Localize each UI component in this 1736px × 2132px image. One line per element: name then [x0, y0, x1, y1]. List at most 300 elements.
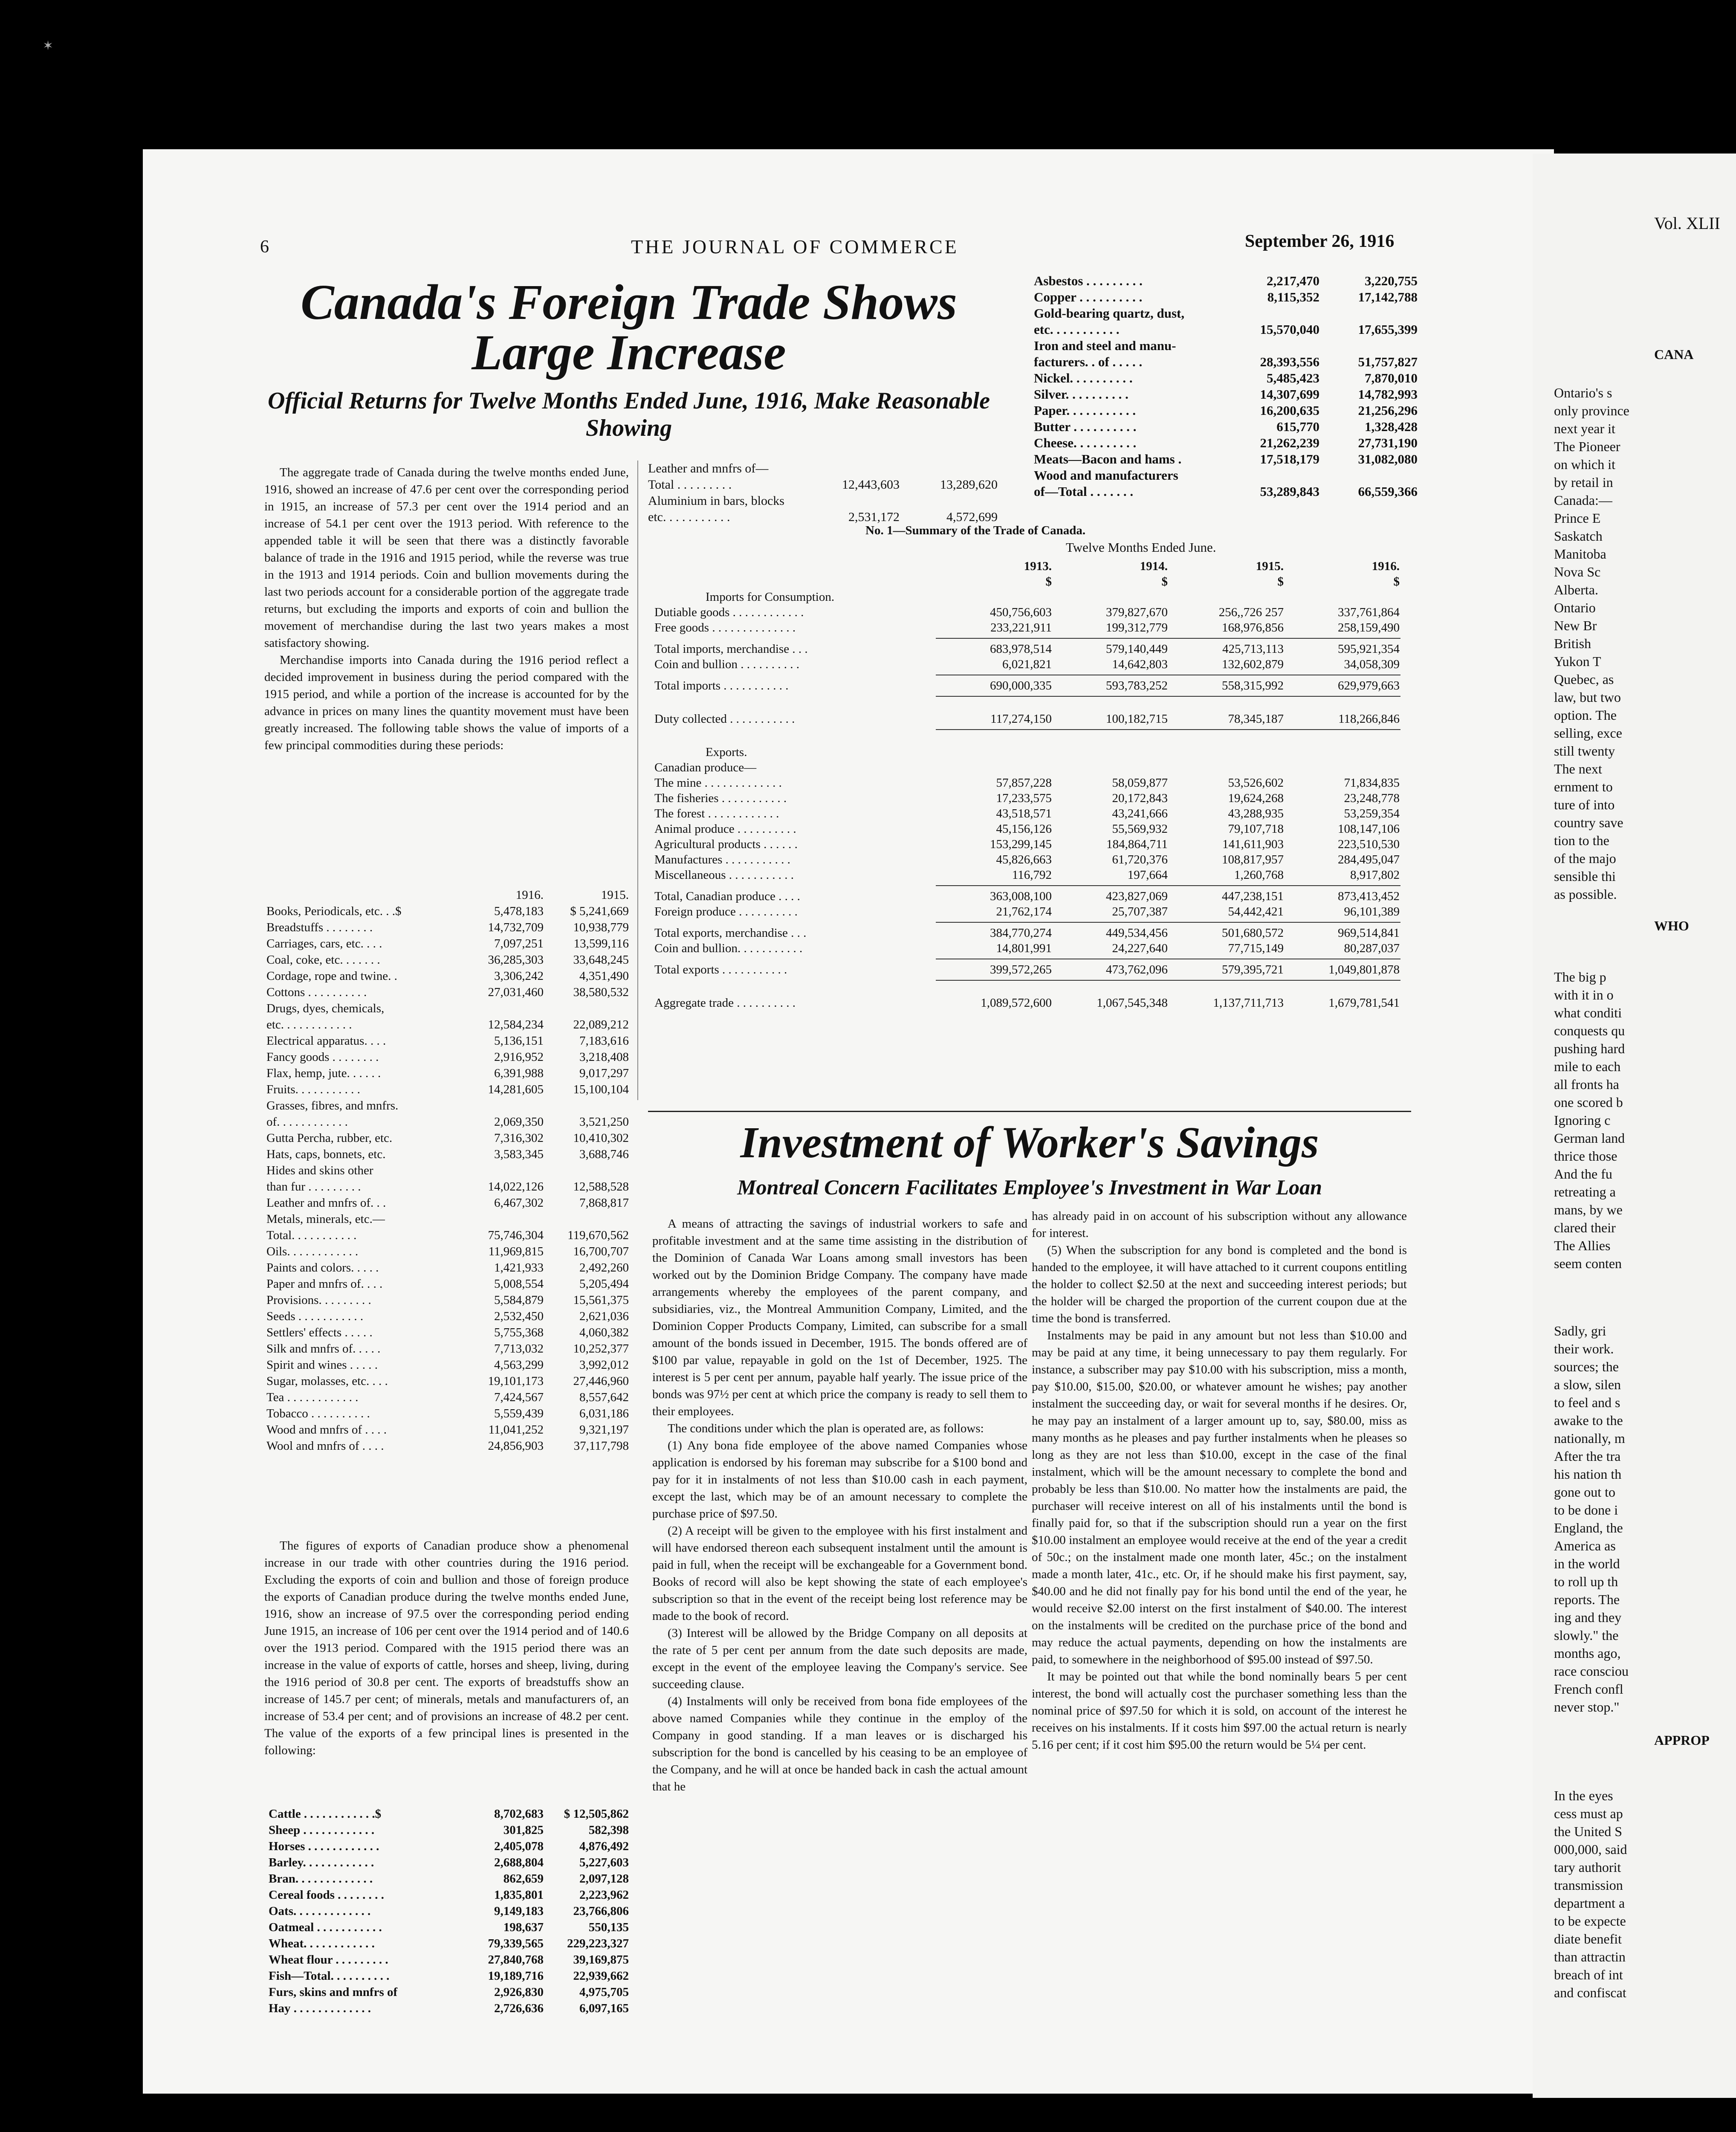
adjacent-page-line: tary authorit — [1554, 1860, 1621, 1875]
row-value: 683,978,514 — [990, 642, 1052, 656]
adjacent-page-line: CANA — [1654, 347, 1694, 362]
table-row — [266, 1422, 629, 1438]
row-label: Tea . . . . . . . . . . . . — [266, 1390, 359, 1404]
row-value: 16,700,707 — [573, 1245, 629, 1258]
row-value: 198,637 — [503, 1921, 544, 1934]
table-header — [654, 574, 1400, 589]
row-value: 12,443,603 — [842, 478, 900, 492]
row-label: Total exports, merchandise . . . — [654, 926, 807, 940]
row-value: 1,679,781,541 — [1328, 996, 1400, 1010]
row-value: 2,492,260 — [579, 1261, 629, 1275]
adjacent-page-line: The next — [1554, 761, 1602, 776]
row-label: Gold-bearing quartz, dust, — [1034, 306, 1185, 321]
table-row — [269, 1854, 629, 1871]
row-label: Coin and bullion. . . . . . . . . . . — [654, 941, 803, 955]
row-label: Drugs, dyes, chemicals, — [266, 1002, 385, 1015]
row-value: 473,762,096 — [1106, 963, 1168, 976]
adjacent-page-line: his nation th — [1554, 1466, 1622, 1482]
row-value: 447,238,151 — [1222, 889, 1284, 903]
row-value: 55,569,932 — [1112, 822, 1168, 836]
table-row — [266, 1227, 629, 1243]
table-row — [654, 925, 1400, 941]
row-value: 53,526,602 — [1228, 776, 1284, 790]
table-rule — [936, 638, 1400, 639]
table-row — [1034, 403, 1418, 419]
table-row — [654, 904, 1400, 919]
adjacent-page-line: Alberta. — [1554, 582, 1598, 597]
row-label: Asbestos . . . . . . . . . — [1034, 273, 1143, 288]
table-gap — [654, 699, 1400, 711]
table-row — [654, 867, 1400, 883]
article-subhead: Official Returns for Twelve Months Ended June, 1916, Make Reasonable Showing — [267, 388, 990, 441]
row-label: Foreign produce . . . . . . . . . . — [654, 905, 798, 918]
adjacent-page-line: Quebec, as — [1554, 672, 1614, 687]
table-row — [654, 941, 1400, 956]
row-value: 4,876,492 — [579, 1839, 629, 1853]
row-value: 132,602,879 — [1222, 658, 1284, 671]
table-row — [1034, 305, 1418, 322]
row-label: Paper and mnfrs of. . . . — [266, 1277, 383, 1291]
article-headline-2: Investment of Worker's Savings — [740, 1118, 1319, 1167]
table-row — [266, 1211, 629, 1227]
table-row — [266, 1049, 629, 1065]
paragraph: (2) A receipt will be given to the employee with his first instalment and will have endorsed thereon each subsequent instalment until the amount is paid in full, when the receipt will be exchangeable for a Government bond. Books of record will also be kept showing the state of each employee's subscription so that in the event of the receipt being lost reference may be made to the book of record. — [652, 1524, 1027, 1623]
row-value: 615,770 — [1276, 419, 1319, 434]
section-label: Imports for Consumption. — [706, 590, 835, 604]
row-label: Total exports . . . . . . . . . . . — [654, 963, 787, 976]
row-label: Wood and mnfrs of . . . . — [266, 1423, 387, 1437]
row-label: Flax, hemp, jute. . . . . . — [266, 1066, 381, 1080]
row-value: 3,992,012 — [579, 1358, 629, 1372]
table-row — [654, 605, 1400, 620]
header-spacer — [654, 574, 936, 589]
row-value: 15,570,040 — [1260, 322, 1319, 337]
row-value: 14,642,803 — [1112, 658, 1168, 671]
table-row — [269, 1952, 629, 1968]
table-row — [266, 1098, 629, 1114]
row-value: 15,100,104 — [573, 1083, 629, 1096]
row-value: 2,097,128 — [579, 1872, 629, 1886]
summary-title: No. 1—Summary of the Trade of Canada. — [865, 524, 1086, 537]
row-value: 337,761,864 — [1338, 605, 1400, 619]
adjacent-page-line: all fronts ha — [1554, 1077, 1619, 1092]
row-value: 4,351,490 — [579, 969, 629, 983]
table-row — [654, 760, 1400, 775]
row-value: 14,782,993 — [1358, 387, 1418, 402]
table-row — [269, 1871, 629, 1887]
row-value: 2,532,450 — [494, 1309, 544, 1323]
table-row — [654, 889, 1400, 904]
adjacent-page-line: to be done i — [1554, 1502, 1618, 1518]
row-value: 14,732,709 — [488, 921, 544, 934]
row-value: 61,720,376 — [1112, 853, 1168, 866]
table-row — [266, 919, 629, 936]
adjacent-page-line: In the eyes — [1554, 1788, 1613, 1803]
adjacent-page-line: APPROP — [1654, 1732, 1710, 1748]
table-row — [266, 936, 629, 952]
table-row — [269, 1887, 629, 1903]
header-spacer — [654, 559, 936, 574]
row-value — [1319, 467, 1418, 484]
adjacent-page-line: awake to the — [1554, 1413, 1623, 1428]
adjacent-page-line: to be expecte — [1554, 1913, 1626, 1929]
row-value: 363,008,100 — [990, 889, 1052, 903]
row-label: Total imports, merchandise . . . — [654, 642, 808, 656]
row-value: 862,659 — [503, 1872, 544, 1886]
table-row — [654, 962, 1400, 977]
row-value — [801, 461, 900, 477]
adjacent-page-line: still twenty — [1554, 743, 1615, 759]
row-value — [900, 493, 998, 509]
adjacent-page-line: America as — [1554, 1538, 1616, 1553]
row-value: 579,395,721 — [1222, 963, 1284, 976]
paragraph: (5) When the subscription for any bond is completed and the bond is handed to the employee, it will have attached to it current coupons entitling the holder to collect $2.50 at the next and succeeding interest periods; but the holder will be charged the proportion of the current coupon due at the time the bond is transferred. — [1032, 1243, 1407, 1325]
row-value: 141,611,903 — [1222, 837, 1284, 851]
article2-column-2 — [1032, 1208, 1407, 1753]
paragraph: (4) Instalments will only be received from bona fide employees of the above named Companies while they continue in the employ of the Company in good standing. If a man leaves or is discharged his subscription for the bond is cancelled by his ceasing to be an employee of the Company, and he will at once be handed back in cash the actual amount that he — [652, 1695, 1027, 1793]
row-label: Wood and manufacturers — [1034, 468, 1178, 483]
row-value: 284,495,047 — [1338, 853, 1400, 866]
row-value: 4,060,382 — [579, 1326, 629, 1339]
table-row — [654, 678, 1400, 693]
row-value: 14,022,126 — [488, 1180, 544, 1193]
row-value: 579,140,449 — [1106, 642, 1168, 656]
table-row — [266, 1276, 629, 1292]
table-row — [266, 903, 629, 919]
table-row — [266, 1195, 629, 1211]
row-value: 1,328,428 — [1365, 419, 1418, 434]
row-value: 14,307,699 — [1260, 387, 1319, 402]
row-value: 6,467,302 — [494, 1196, 544, 1210]
adjacent-page-line: reports. The — [1554, 1592, 1620, 1607]
row-value: 229,223,327 — [567, 1937, 629, 1950]
table-row — [654, 657, 1400, 672]
row-value: 71,834,835 — [1344, 776, 1400, 790]
row-label: The forest . . . . . . . . . . . . — [654, 807, 779, 820]
section-label: Canadian produce— — [654, 761, 757, 774]
row-value: 45,826,663 — [996, 853, 1052, 866]
adjacent-page-line: gone out to — [1554, 1484, 1615, 1500]
row-label: etc. . . . . . . . . . . — [1034, 322, 1120, 337]
paragraph: Instalments may be paid in any amount but not less than $10.00 and may be paid at any time, it being unnecessary to pay them regularly. For instance, a subscriber may pay $10.00 with his subscription, miss a month, pay $10.00, $15.00, $20.00, or whatever amount he wishes; pay another instalment the succeeding day, or wait for several months if he desires. Or, he may pay an instalment of a larger amount up to, say, $80.00, miss as many months as he pleases and pay further instalments when he pleases so long as they are not less than $10.00, except in the case of the final instalment, which will be the amount necessary to complete the bond and probably be less than $10.00. No matter how the instalments are paid, the purchaser will receive interest on all of his instalments until the bond is finally paid for, so that if the subscription should run a year on the first $10.00 instalment an employee would receive at the end of the year a credit of 50c.; on the instalment made one month later, 45c.; on the instalment made a month later, 41c., etc. Or, if he should make his first payment, say, $40.00 and he did not finally pay for his bond until the end of the year, he would receive $2.00 interst on the first instalment of $40.00. The interest on the instalments will be credited on the purchase price of the bond and may reduce the actual payments, depending on how the instalments are paid, to somewhere in the neighborhood of $95.00 instead of $97.50. — [1032, 1329, 1407, 1666]
table-row — [266, 1000, 629, 1017]
article-subhead-2: Montreal Concern Facilitates Employee's Investment in War Loan — [737, 1175, 1322, 1199]
adjacent-page-line: mile to each — [1554, 1059, 1621, 1074]
table-rule — [936, 885, 1400, 886]
year-label: 1916. — [1371, 559, 1400, 573]
table-row — [654, 711, 1400, 727]
row-label: Dutiable goods . . . . . . . . . . . . — [654, 605, 804, 619]
row-label: Agricultural products . . . . . . — [654, 837, 798, 851]
row-value: 11,041,252 — [488, 1423, 544, 1437]
row-value: 17,233,575 — [996, 791, 1052, 805]
row-value: 8,557,642 — [579, 1390, 629, 1404]
adjacent-page-line: race consciou — [1554, 1663, 1629, 1679]
table-row — [269, 1935, 629, 1952]
table-row — [266, 1373, 629, 1389]
table-row — [654, 620, 1400, 635]
paragraph: has already paid in on account of his subscription without any allowance for interest. — [1032, 1209, 1407, 1240]
table-row — [266, 968, 629, 984]
table-gap — [654, 733, 1400, 744]
page-number: 6 — [260, 237, 269, 257]
row-label: Coin and bullion . . . . . . . . . . — [654, 658, 799, 671]
leather-table — [648, 461, 998, 525]
row-value: 53,289,843 — [1260, 484, 1319, 499]
row-value: 51,757,827 — [1358, 354, 1418, 369]
adjacent-page-line: England, the — [1554, 1520, 1623, 1535]
table-row — [266, 1033, 629, 1049]
row-label: Silver. . . . . . . . . . — [1034, 387, 1128, 402]
row-value: 117,274,150 — [990, 712, 1052, 726]
row-value: 9,149,183 — [494, 1904, 544, 1918]
row-label: Grasses, fibres, and mnfrs. — [266, 1099, 399, 1112]
paragraph: The conditions under which the plan is operated are, as follows: — [668, 1422, 984, 1435]
adjacent-page-line: department a — [1554, 1895, 1625, 1911]
adjacent-page-line: country save — [1554, 815, 1623, 830]
table-row — [266, 952, 629, 968]
adjacent-page-line: transmission — [1554, 1877, 1623, 1893]
exports-table — [269, 1806, 629, 2016]
row-value: 24,227,640 — [1112, 941, 1168, 955]
adjacent-page-line: Ontario's s — [1554, 385, 1612, 400]
row-label: Gutta Percha, rubber, etc. — [266, 1131, 393, 1145]
row-value: 27,840,768 — [488, 1953, 544, 1967]
adjacent-page-line: Ontario — [1554, 600, 1596, 615]
adjacent-page-line: to feel and s — [1554, 1395, 1620, 1410]
row-value: 14,801,991 — [996, 941, 1052, 955]
row-label: Horses . . . . . . . . . . . . — [269, 1839, 379, 1853]
row-value: 6,021,821 — [1002, 658, 1052, 671]
table-row — [648, 509, 998, 525]
row-value: 57,857,228 — [996, 776, 1052, 790]
adjacent-page-line: And the fu — [1554, 1166, 1612, 1182]
table-row — [1034, 370, 1418, 386]
row-value: 501,680,572 — [1222, 926, 1284, 940]
adjacent-page-line: Nova Sc — [1554, 564, 1601, 579]
row-label: Spirit and wines . . . . . — [266, 1358, 378, 1372]
paragraph: It may be pointed out that while the bond nominally bears 5 per cent interest, the bond will actually cost the purchaser something less than the nominal price of $97.50 for which it is sold, on account of the interest he receives on his instalments. If it costs him $97.00 the actual return is nearly 5.16 per cent; if it cost him $95.00 the return would be 5¼ per cent. — [1032, 1670, 1407, 1752]
row-label: Wheat flour . . . . . . . . . — [269, 1953, 388, 1967]
row-value: 558,315,992 — [1222, 679, 1284, 692]
row-value: 2,405,078 — [494, 1839, 544, 1853]
article2-column-1 — [652, 1215, 1027, 1795]
adjacent-page-line: only province — [1554, 403, 1629, 418]
table-row — [1034, 289, 1418, 305]
table-row — [266, 984, 629, 1000]
row-value: 153,299,145 — [990, 837, 1052, 851]
table-row — [266, 1357, 629, 1373]
row-label: Wool and mnfrs of . . . . — [266, 1439, 384, 1453]
row-value: 5,485,423 — [1267, 371, 1319, 385]
row-label: Hay . . . . . . . . . . . . . — [269, 2002, 371, 2015]
row-label: Furs, skins and mnfrs of — [269, 1985, 398, 1999]
row-value: 3,521,250 — [579, 1115, 629, 1129]
row-label: Sheep . . . . . . . . . . . . — [269, 1823, 375, 1837]
table-row — [1034, 354, 1418, 370]
row-label: Meats—Bacon and hams . — [1034, 452, 1182, 466]
row-label: Copper . . . . . . . . . . — [1034, 290, 1143, 304]
row-value: 5,227,603 — [579, 1856, 629, 1869]
row-label: Settlers' effects . . . . . — [266, 1326, 373, 1339]
adjacent-page-line: ing and they — [1554, 1610, 1622, 1625]
row-value: 425,713,113 — [1222, 642, 1284, 656]
table-row — [654, 744, 1400, 760]
adjacent-page-line: WHO — [1654, 918, 1689, 933]
table-row — [654, 995, 1400, 1011]
row-label: etc. . . . . . . . . . . . — [266, 1018, 352, 1031]
row-value: 4,975,705 — [579, 1985, 629, 1999]
row-value: 14,281,605 — [488, 1083, 544, 1096]
row-value: 969,514,841 — [1338, 926, 1400, 940]
row-value: 10,410,302 — [573, 1131, 629, 1145]
row-value: 10,938,779 — [573, 921, 629, 934]
row-label: Animal produce . . . . . . . . . . — [654, 822, 796, 836]
row-value: 9,017,297 — [579, 1066, 629, 1080]
row-value: 79,339,565 — [488, 1937, 544, 1950]
table-rule — [936, 729, 1400, 730]
adjacent-page-line: by retail in — [1554, 475, 1613, 490]
row-value: 3,220,755 — [1365, 273, 1418, 288]
row-label: Carriages, cars, etc. . . . — [266, 937, 382, 950]
row-value — [458, 1162, 544, 1179]
row-value: 2,621,036 — [579, 1309, 629, 1323]
adjacent-page-line: their work. — [1554, 1341, 1614, 1356]
table-row — [1034, 322, 1418, 338]
row-label: Sugar, molasses, etc. . . . — [266, 1374, 388, 1388]
table-row — [266, 1292, 629, 1308]
table-row — [269, 2000, 629, 2016]
row-value: 2,916,952 — [494, 1050, 544, 1064]
row-value: 256,,726 257 — [1218, 605, 1284, 619]
table-row — [1034, 484, 1418, 500]
row-value: 197,664 — [1127, 868, 1168, 882]
article-headline: Canada's Foreign Trade Shows Large Increase — [301, 274, 957, 380]
row-value: 6,391,988 — [494, 1066, 544, 1080]
adjacent-page-line: sources; the — [1554, 1359, 1619, 1374]
row-label: Total, Canadian produce . . . . — [654, 889, 800, 903]
row-value: 22,089,212 — [573, 1018, 629, 1031]
row-value: $ 5,241,669 — [570, 904, 629, 918]
adjacent-page-line: pushing hard — [1554, 1041, 1625, 1056]
table-row — [654, 852, 1400, 867]
row-value: 7,183,616 — [579, 1034, 629, 1048]
table-row — [1034, 451, 1418, 467]
adjacent-page-line: Yukon T — [1554, 654, 1601, 669]
row-value: 21,256,296 — [1358, 403, 1418, 418]
row-value: 39,169,875 — [573, 1953, 629, 1967]
row-value: 223,510,530 — [1338, 837, 1400, 851]
table-row — [1034, 419, 1418, 435]
table-row — [266, 1308, 629, 1324]
row-value: 17,142,788 — [1358, 290, 1418, 304]
table-header — [654, 559, 1400, 574]
row-value: 119,670,562 — [567, 1228, 629, 1242]
year-label: $ — [1393, 575, 1400, 588]
adjacent-page-line: British — [1554, 636, 1591, 651]
issue-date: September 26, 1916 — [1245, 232, 1395, 251]
row-label: Paper. . . . . . . . . . . — [1034, 403, 1136, 418]
row-value: 54,442,421 — [1228, 905, 1284, 918]
row-value: 27,031,460 — [488, 985, 544, 999]
row-value: 27,731,190 — [1358, 435, 1418, 450]
row-value — [1221, 305, 1319, 322]
row-label: Barley. . . . . . . . . . . . — [269, 1856, 374, 1869]
table-row — [266, 1146, 629, 1162]
table-row — [266, 1438, 629, 1454]
row-label: Cottons . . . . . . . . . . — [266, 985, 367, 999]
row-label: Books, Periodicals, etc. . .$ — [266, 904, 402, 918]
paragraph: The figures of exports of Canadian produce show a phenomenal increase in our trade with other countries during the 1916 period. Excluding the exports of coin and bullion and those of foreign produce the exports of Canadian produce during the twelve months ended June, 1916, show an increase of 97.5 over the corresponding period ending June 1915, an increase of 106 per cent over the 1914 period and of 140.6 over the 1913 period. Compared with the 1915 period there was an increase in the value of exports of cattle, horses and sheep, living, during the 1916 period of 30.8 per cent. The exports of breadstuffs show an increase of 145.7 per cent; of minerals, metals and manufacturers of, an increase of 53.4 per cent; and of provisions an increase of 48.2 per cent. The value of the exports of a few principal lines is presented in the following: — [264, 1539, 629, 1757]
row-value: $ 12,505,862 — [564, 1807, 629, 1821]
row-label: Fruits. . . . . . . . . . . — [266, 1083, 360, 1096]
row-label: Paints and colors. . . . . — [266, 1261, 379, 1275]
row-value: 593,783,252 — [1106, 679, 1168, 692]
row-value: 10,252,377 — [573, 1342, 629, 1356]
row-value: 21,262,239 — [1260, 435, 1319, 450]
table-row — [266, 1341, 629, 1357]
row-value: 45,156,126 — [996, 822, 1052, 836]
row-value: 100,182,715 — [1106, 712, 1168, 726]
table-row — [654, 791, 1400, 806]
summary-subtitle: Twelve Months Ended June. — [1066, 540, 1216, 555]
adjacent-page-header: Vol. XLII — [1654, 214, 1720, 233]
row-label: The mine . . . . . . . . . . . . . — [654, 776, 782, 790]
row-value: 7,316,302 — [494, 1131, 544, 1145]
adjacent-page-line: next year it — [1554, 421, 1615, 436]
row-value: 80,287,037 — [1344, 941, 1400, 955]
table-row — [266, 1162, 629, 1179]
row-value: 38,580,532 — [573, 985, 629, 999]
row-label: etc. . . . . . . . . . . — [648, 510, 730, 524]
row-value: 258,159,490 — [1338, 621, 1400, 634]
row-value: 4,572,699 — [946, 510, 998, 524]
year-label: 1914. — [1140, 559, 1168, 573]
table-row — [266, 1260, 629, 1276]
row-value: 78,345,187 — [1228, 712, 1284, 726]
adjacent-page-line: of the majo — [1554, 851, 1616, 866]
paragraph: The aggregate trade of Canada during the twelve months ended June, 1916, showed an increase of 47.6 per cent over the corresponding period in 1915, an increase of 57.3 per cent over the 1914 period and an increase of 54.1 per cent over the 1913 period. With reference to the appended table it will be seen that there was a distinctly favorable balance of trade in the 1916 and 1915 period, while the reverse was true in the 1913 and 1914 periods. Coin and bullion movements during the last two periods account for a considerable portion of the aggregate trade returns, but excluding the imports and exports of coin and bullion the movement of merchandise during the last two years makes a most satisfactory showing. — [264, 466, 629, 650]
adjacent-page-line: mans, by we — [1554, 1202, 1623, 1217]
row-value: 595,921,354 — [1338, 642, 1400, 656]
row-label: Fancy goods . . . . . . . . — [266, 1050, 379, 1064]
table-rule — [936, 922, 1400, 923]
row-value: 550,135 — [588, 1921, 629, 1934]
row-value — [1319, 305, 1418, 322]
adjacent-page-line: selling, exce — [1554, 725, 1622, 741]
row-value: 2,217,470 — [1267, 273, 1319, 288]
adjacent-page-line: Saskatch — [1554, 528, 1603, 544]
row-value: 4,563,299 — [494, 1358, 544, 1372]
row-value: 449,534,456 — [1106, 926, 1168, 940]
row-label: Tobacco . . . . . . . . . . — [266, 1407, 370, 1420]
adjacent-page-line: Prince E — [1554, 510, 1601, 526]
row-value: 5,559,439 — [494, 1407, 544, 1420]
adjacent-page-line: and confiscat — [1554, 1985, 1626, 2000]
row-label: Nickel. . . . . . . . . . — [1034, 371, 1133, 385]
adjacent-page-line: option. The — [1554, 707, 1617, 723]
adjacent-page-line: as possible. — [1554, 886, 1617, 902]
row-value: 33,648,245 — [573, 953, 629, 967]
journal-title: THE JOURNAL OF COMMERCE — [631, 236, 959, 258]
row-value — [900, 461, 998, 477]
row-label: The fisheries . . . . . . . . . . . — [654, 791, 787, 805]
row-label: Free goods . . . . . . . . . . . . . . — [654, 621, 796, 634]
row-label: Provisions. . . . . . . . . — [266, 1293, 371, 1307]
row-label: Duty collected . . . . . . . . . . . — [654, 712, 795, 726]
row-value: 21,762,174 — [996, 905, 1052, 918]
year-label: $ — [1161, 575, 1168, 588]
